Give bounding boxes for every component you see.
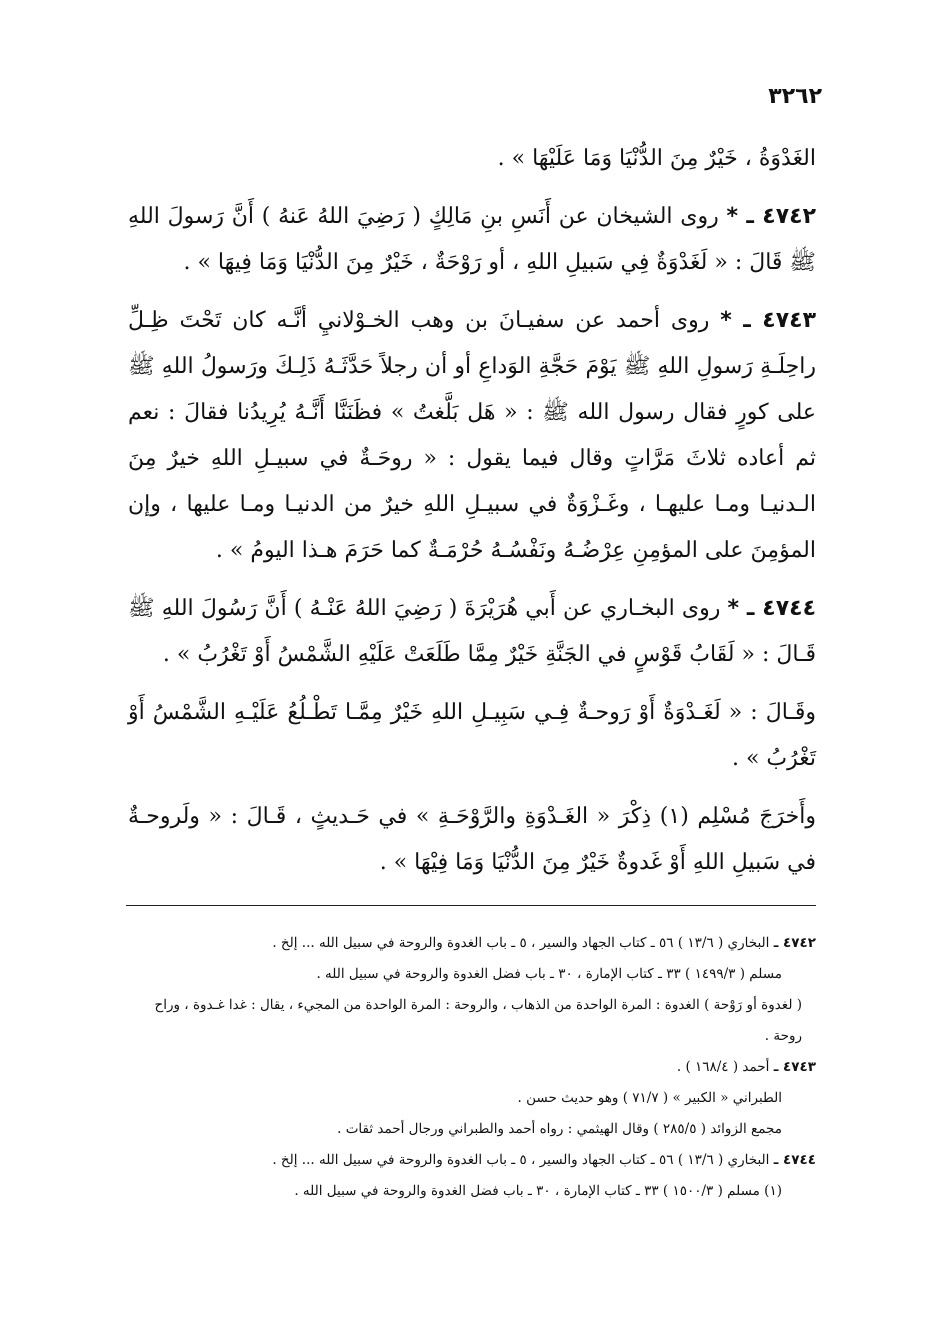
- hadith-4744: [128, 586, 816, 678]
- footnote-line: [126, 1176, 816, 1207]
- footnote-text: أحمد ( ١٦٨/٤ ) .: [676, 1059, 770, 1075]
- paragraph-wa-qala: [128, 690, 816, 782]
- footnote-text: مسلم ( ١٤٩٩/٣ ) ٣٣ ـ كتاب الإمارة ، ٣٠ ـ باب فضل الغدوة والروحة في سبيل الله .: [316, 966, 782, 982]
- footnote-text: (١) مسلم ( ١٥٠٠/٣ ) ٣٣ ـ كتاب الإمارة ، ٣٠ ـ باب فضل الغدوة والروحة في سبيل الله .: [294, 1183, 782, 1199]
- footnote-line: [126, 928, 816, 959]
- hadith-4742: [128, 194, 816, 286]
- paragraph-text: روى الشيخان عن أَنَسِ بنِ مَالِكٍ ( رَضِيَ اللهُ عَنهُ ) أَنَّ رَسولَ اللهِ ﷺ قَالَ : « لَغَدْوَةٌ فِي سَبيلِ اللهِ ، أو رَوْحَةٌ ، خَيْرٌ مِنَ الدُّنْيَا وَمَا فِيهَا » .: [128, 204, 816, 275]
- paragraph-continuation: [128, 136, 816, 182]
- footnote-number: ٤٧٤٢ ـ: [773, 935, 816, 951]
- footnote-text: البخاري ( ١٣/٦ ) ٥٦ ـ كتاب الجهاد والسير ، ٥ ـ باب الغدوة والروحة في سبيل الله ... إلخ .: [272, 1152, 770, 1168]
- hadith-number: ٤٧٤٤ ـ *: [727, 596, 816, 621]
- footnote-line: [126, 1114, 816, 1145]
- footnote-number: ٤٧٤٣ ـ: [773, 1059, 816, 1075]
- footnote-line: [126, 959, 816, 990]
- hadith-4743: [128, 298, 816, 574]
- footnote-text: مجمع الزوائد ( ٢٨٥/٥ ) وقال الهيثمي : رواه أحمد والطبراني ورجال أحمد ثقات .: [337, 1121, 782, 1137]
- footnote-text: البخاري ( ١٣/٦ ) ٥٦ ـ كتاب الجهاد والسير ، ٥ ـ باب الغدوة والروحة في سبيل الله ... إلخ .: [272, 935, 770, 951]
- paragraph-muslim: [128, 794, 816, 886]
- hadith-number: ٤٧٤٣ ـ *: [720, 308, 817, 333]
- footnote-line: [126, 1145, 816, 1176]
- paragraph-text: روى البخـاري عن أَبي هُرَيْرَةَ ( رَضِيَ اللهُ عَنْـهُ ) أَنَّ رَسُولَ اللهِ ﷺ قَـالَ : « لَقَابُ قَوْسٍ في الجَنَّةِ خَيْرٌ مِمَّا طَلَعَتْ عَلَيْهِ الشَّمْسُ أَوْ تَغْرُبُ » .: [128, 596, 816, 667]
- footnote-number: ٤٧٤٤ ـ: [773, 1152, 816, 1168]
- footnote-text: ( لغدوة أو رَوْحة ) الغدوة : المرة الواحدة من الذهاب ، والروحة : المرة الواحدة من المجيء ، يقال : غدا غـدوة ، وراح روحة .: [154, 997, 802, 1044]
- footnote-line: [126, 1083, 816, 1114]
- hadith-number: ٤٧٤٢ ـ *: [726, 204, 817, 229]
- footnotes: [126, 928, 816, 1207]
- page-number: ٣٢٦٢: [768, 84, 822, 109]
- footnote-divider: [126, 905, 816, 906]
- footnote-text: الطبراني « الكبير » ( ٧١/٧ ) وهو حديث حسن .: [517, 1090, 782, 1106]
- paragraph-text: الغَدْوَةُ ، خَيْرٌ مِنَ الدُّنْيَا وَمَا عَلَيْهَا » .: [497, 146, 816, 171]
- paragraph-text: وقَـالَ : « لَغَـدْوَةٌ أَوْ رَوحـةٌ فِـي سَبِيـلِ اللهِ خَيْرٌ مِمَّـا تَطْـلُعُ عَلَيْـهِ الشَّمْسُ أَوْ تَغْرُبُ » .: [128, 700, 816, 771]
- footnote-line: [126, 990, 816, 1052]
- footnote-line: [126, 1052, 816, 1083]
- paragraph-text: روى أحمد عن سفيـانَ بن وهب الخـوْلانيِ أنَّـه كان تَحْتَ ظِـلِّ راحِلَـةِ رَسولِ اللهِ ﷺ يَوْمَ حَجَّةِ الوَداعِ أو أن رجلاً حَدَّثَـهُ ذَلِـكَ ورَسولُ اللهِ ﷺ على كورٍ فقال رسول الله ﷺ : « هَل بَلَّغتُ » فظَنَنَّا أَنَّـهُ يُرِيدُنا فقالَ : نعم ثم أعاده ثلاثَ مَرَّاتٍ وقال فيما يقول : « روحَـةٌ في سبيـلِ اللهِ خيرٌ مِنَ الـدنيـا ومـا عليهـا ، وغَـزْوَةٌ في سبيـلِ اللهِ خيرٌ من الدنيـا ومـا عليها ، وإن المؤمِنَ على المؤمِنِ عِرْضُـهُ ونَفْسُـهُ حُرْمَـةٌ كما حَرَمَ هـذا اليومُ » .: [128, 308, 816, 563]
- paragraph-text: وأَخرَجَ مُسْلِم (١) ذِكْرَ « الغَـدْوَةِ والرَّوْحَـةِ » في حَـديثٍ ، قَـالَ : « ولَروحـةٌ في سَبيلِ اللهِ أَوْ غَدوةٌ خَيْرٌ مِنَ الدُّنْيَا وَمَا فِيْهَا » .: [128, 804, 816, 875]
- main-text: [128, 136, 816, 898]
